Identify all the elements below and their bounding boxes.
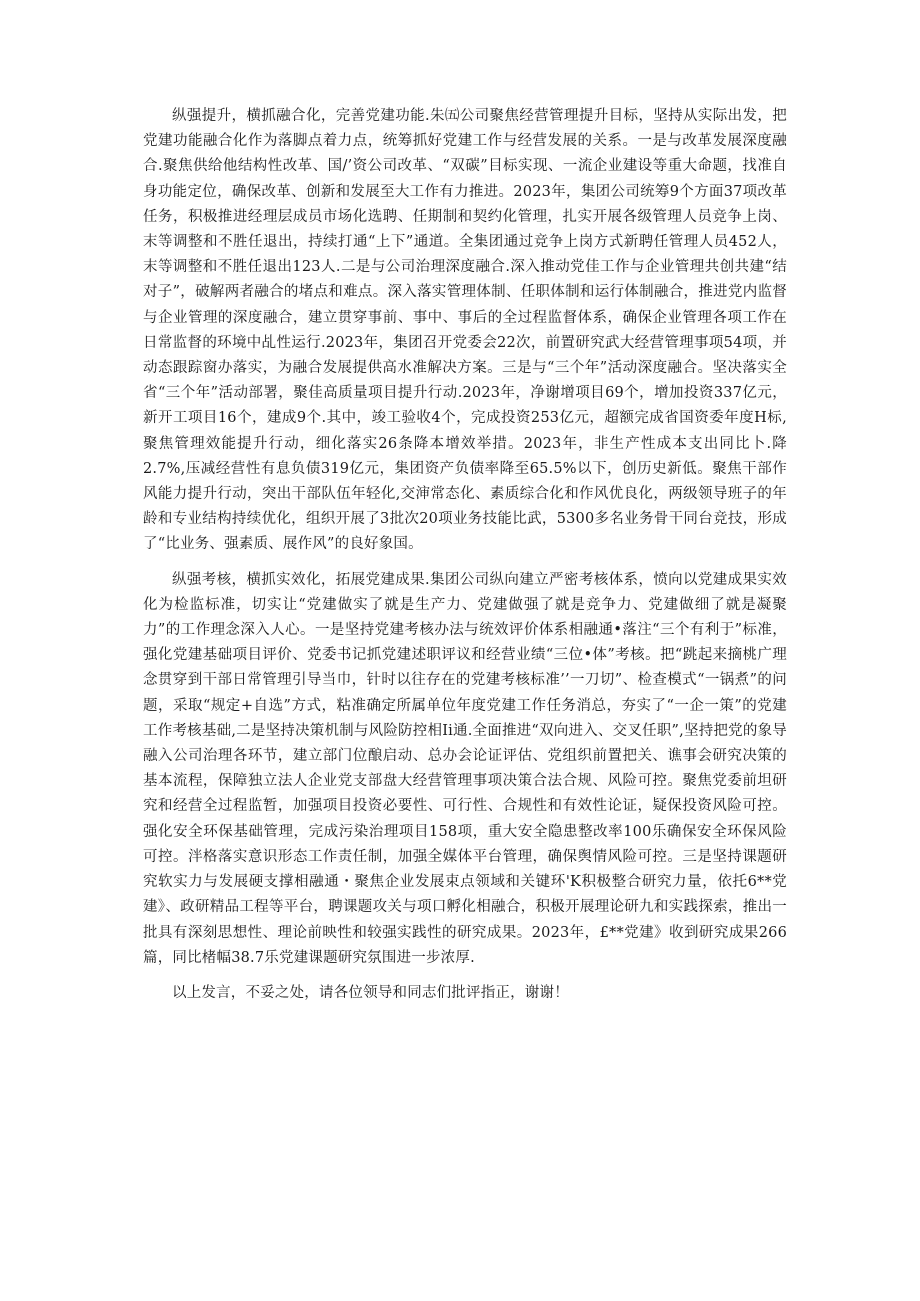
paragraph-integration: 纵强提升，横抓融合化，完善党建功能.朱㈤公司聚焦经营管理提升目标，坚持从实际出发，把党建功能融合化作为落脚点着力点，统筹抓好党建工作与经营发展的关系。一是与改革发展深度融合.聚焦供给他结构性改革、国/’资公司改革、“双碳”目标实现、一流企业建设等重大命题，找准自身功能定位，确保改革、创新和发展至大工作有力推进。2023年，集团公司统筹9个方面37项改革任务，积极推进经理层成员市场化选聘、任期制和契约化管理，扎实开展各级管理人员竞争上岗、末等调整和不胜任退出，持续打通“上下”通道。全集团通过竞争上岗方式新聘任管理人员452人，末等调整和不胜任退出123人.二是与公司治理深度融合.深入推动党佳工作与企业管理共创共建“结对子”，破解两者融合的堵点和难点。深入落实管理体制、任职体制和运行体制融合，推进党内监督与企业管理的深度融合，建立贯穿事前、事中、事后的全过程监督体系，确保企业管理各项工作在日常监督的环境中乩性运行.2023年，集团召开党委会22次，前置研究武大经营管理事项54项，并动态跟踪窗办落实，为融合发展提供高水准解决方案。三是与“三个年”活动深度融合。坚决落实全省“三个年”活动部署，聚佳高质量项目提升行动.2023年，净谢增项目69个，增加投资337亿元，新开工项目16个，建成9个.其中，竣工验收4个，完成投资253亿元，超额完成省国资委年度H标,聚焦管理效能提升行动，细化落实26条降本增效举措。2023年，非生产性成本支出同比卜.降2.7%,压减经营性有息负债319亿元，集团资产负债率降至65.5%以下，创历史新低。聚焦干部作风能力提升行动，突出干部队伍年轻化,交渖常态化、素质综合化和作风优良化，两级领导班子的年龄和专业结构持续优化，组织开展了3批次20项业务技能比武，5300多名业务骨干同台竞技，形成了“比业务、强素质、展作风”的良好象国。 — [143, 108, 787, 553]
paragraph-assessment: 纵强考核，横抓实效化，拓展党建成果.集团公司纵向建立严密考核体系，愤向以党建成果实效化为检监标准，切实让“党建做实了就是生产力、党建做强了就是竞争力、党建做细了就是凝聚力”的工作理念深入人心。一是坚持党建考核办法与统效评价体系相融通•落注“三个有利于”标准，强化党建基础项目评价、党委书记抓党建述职评议和经营业绩“三位•体”考核。把“跳起来摘桃广理念贯穿到干部日常管理引导当巾，针时以往存在的党建考核标准’’一刀切”、检查模式“一锅煮”的问题，采取“规定+自选”方式，粘准确定所属单位年度党建工作任务消总，夯实了“一企一策”的党建工作考核基础,二是坚持决策机制与风险防控相Ii通.全面推进“双向进入、交叉任职”,坚持把党的象导融入公司治理各环节，建立部门位酿启动、总办会论证评估、党组织前置把关、谯事会研究决策的基本流程，保障独立法人企业党支部盘大经营管理事项决策合法合规、风险可控。聚焦党委前坦研究和经营全过程监暂，加强项目投资必要性、可行性、合规性和有效性论证，疑保投资风险可控。强化安全环保基础管理，完成污染治理项目158项，重大安全隐患整改率100乐确保安全环保风险可控。泮格落实意识形态工作责任制，加强全媒体平台管理，确保舆情风险可控。三是坚持课题研究软实力与发展硬支撑相融通・聚焦企业发展束点领域和关键环'K积极整合研究力量，依托6**党建》、政研精品工程等平台，聘课题攻关与项口孵化相融合，积极开展理论研九和实践探索，推出一批具有深刻思想性、理论前映性和较强实践性的研究成果。2023年，£**党建》收到研究成果266篇，同比楮幅38.7乐党建课题研究氛围进一步浓厚. — [143, 571, 787, 966]
paragraph-closing: 以上发言，不妥之处，请各位领导和同志们批评指正，谢谢！ — [172, 984, 569, 1001]
document-body — [143, 104, 787, 1006]
